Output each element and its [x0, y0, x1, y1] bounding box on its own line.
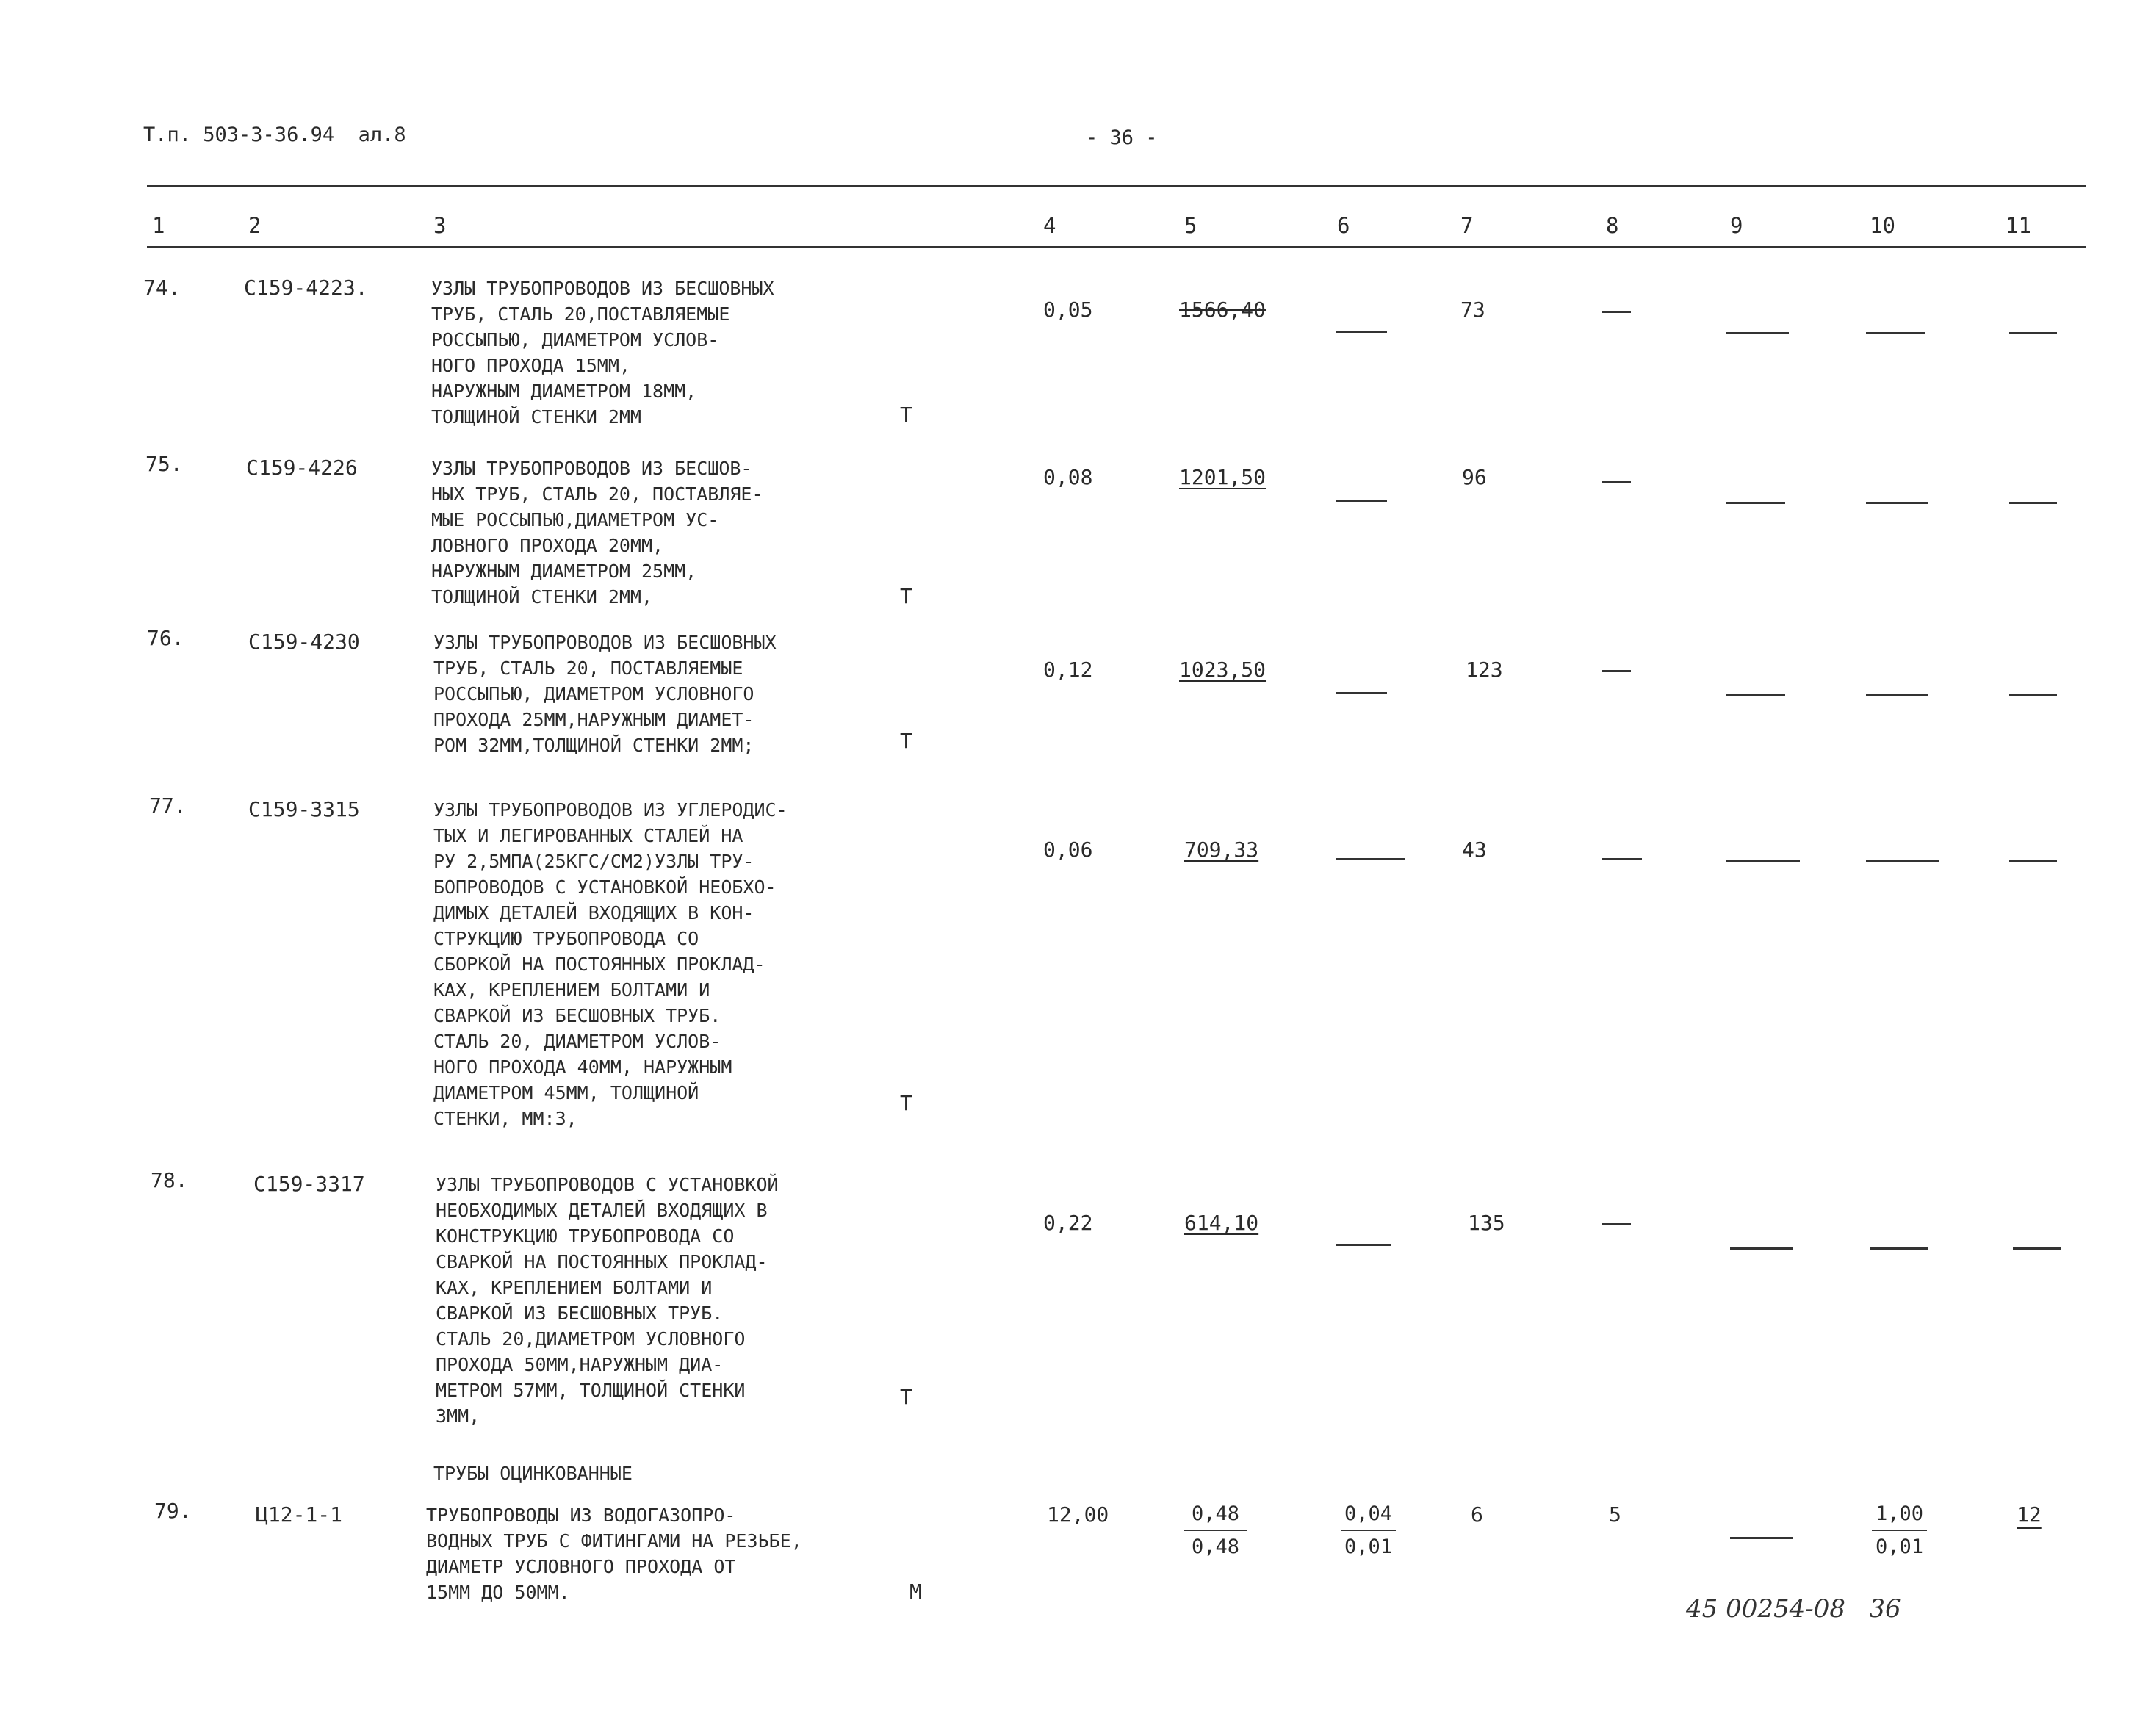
row-number: 78. [151, 1168, 188, 1192]
dash-mark [1730, 1247, 1793, 1250]
row-col4: 0,22 [1043, 1211, 1093, 1235]
dash-mark [1336, 1244, 1391, 1246]
row-description: УЗЛЫ ТРУБОПРОВОДОВ ИЗ БЕСШОВ- НЫХ ТРУБ, СТАЛЬ 20, ПОСТАВЛЯЕ- МЫЕ РОССЫПЬЮ,ДИАМЕТРОМ УС- ЛОВНОГО ПРОХОДА 20ММ, НАРУЖНЫМ ДИАМЕТРОМ 25ММ, ТОЛЩИНОЙ СТЕНКИ 2ММ, [431, 458, 763, 608]
dash-mark [1602, 1223, 1631, 1225]
row-col7: 6 [1471, 1502, 1483, 1527]
dash-mark [1870, 1247, 1928, 1250]
handwritten-archive-number: 45 00254-08 36 [1686, 1594, 1901, 1624]
fraction-col5 [1184, 1502, 1247, 1558]
row-code: С159-4230 [248, 630, 360, 654]
row-col7: 135 [1468, 1211, 1505, 1235]
row-col4: 0,06 [1043, 838, 1093, 862]
row-col7: 123 [1466, 658, 1503, 682]
dash-mark [1602, 311, 1631, 313]
dash-mark [1726, 694, 1785, 696]
row-col4: 0,12 [1043, 658, 1093, 682]
row-code: С159-4223. [244, 275, 368, 300]
table-header-rule [147, 246, 2086, 248]
table-top-rule [147, 185, 2086, 187]
col-header-3: 3 [433, 213, 447, 238]
row-unit: Т [900, 403, 912, 427]
row-number: 74. [143, 275, 181, 300]
dash-mark [2013, 1247, 2061, 1250]
row-col5: 1023,50 [1179, 658, 1267, 682]
document-reference [143, 123, 406, 146]
fraction-top: 0,04 [1344, 1502, 1393, 1525]
row-code: С159-3317 [253, 1172, 365, 1196]
row-description: УЗЛЫ ТРУБОПРОВОДОВ ИЗ БЕСШОВНЫХ ТРУБ, СТАЛЬ 20, ПОСТАВЛЯЕМЫЕ РОССЫПЬЮ, ДИАМЕТРОМ УСЛОВНОГО ПРОХОДА 25ММ,НАРУЖНЫМ ДИАМЕТ- РОМ 32ММ,ТОЛЩИНОЙ СТЕНКИ 2ММ; [433, 632, 777, 756]
col-header-1: 1 [152, 213, 165, 238]
dash-mark [2009, 694, 2057, 696]
dash-mark [2009, 860, 2057, 862]
row-col4: 0,08 [1043, 465, 1093, 489]
row-unit: М [909, 1580, 922, 1604]
dash-mark [1602, 481, 1631, 483]
row-description: ТРУБОПРОВОДЫ ИЗ ВОДОГАЗОПРО- ВОДНЫХ ТРУБ С ФИТИНГАМИ НА РЕЗЬБЕ, ДИАМЕТР УСЛОВНОГО ПРОХОДА ОТ 15ММ ДО 50ММ. [426, 1505, 802, 1603]
col-header-8: 8 [1606, 213, 1619, 238]
row-unit: Т [900, 584, 912, 608]
fraction-top: 0,48 [1191, 1502, 1240, 1525]
fraction-bar [1872, 1530, 1927, 1531]
col-header-6: 6 [1337, 213, 1350, 238]
page-number: - 36 - [1086, 126, 1158, 149]
dash-mark [1602, 670, 1631, 672]
row-number: 76. [147, 626, 184, 650]
col-header-7: 7 [1460, 213, 1474, 238]
row-col4: 0,05 [1043, 298, 1093, 322]
row-number: 75. [145, 452, 183, 476]
row-col7: 96 [1462, 465, 1487, 489]
dash-mark [1336, 858, 1405, 860]
col-header-5: 5 [1184, 213, 1197, 238]
fraction-bottom: 0,01 [1344, 1535, 1393, 1558]
dash-mark [2009, 332, 2057, 334]
row-unit: Т [900, 1091, 912, 1115]
row-col7: 73 [1460, 298, 1485, 322]
fraction-bar [1341, 1530, 1396, 1531]
fraction-bar [1184, 1530, 1247, 1531]
row-col11: 12 [2017, 1502, 2042, 1527]
row-col5: 709,33 [1184, 838, 1259, 862]
dash-mark [1866, 694, 1928, 696]
fraction-top: 1,00 [1875, 1502, 1924, 1525]
dash-mark [1602, 858, 1642, 860]
dash-mark [1866, 332, 1925, 334]
col-header-9: 9 [1730, 213, 1743, 238]
row-col5: 1201,50 [1179, 465, 1267, 489]
row-description: УЗЛЫ ТРУБОПРОВОДОВ ИЗ БЕСШОВНЫХ ТРУБ, СТАЛЬ 20,ПОСТАВЛЯЕМЫЕ РОССЫПЬЮ, ДИАМЕТРОМ УСЛОВ- НОГО ПРОХОДА 15ММ, НАРУЖНЫМ ДИАМЕТРОМ 18ММ, ТОЛЩИНОЙ СТЕНКИ 2ММ [431, 278, 774, 428]
row-code: Ц12-1-1 [256, 1502, 343, 1527]
col-header-4: 4 [1043, 213, 1056, 238]
fraction-bottom: 0,48 [1191, 1535, 1240, 1558]
row-description: УЗЛЫ ТРУБОПРОВОДОВ ИЗ УГЛЕРОДИС- ТЫХ И ЛЕГИРОВАННЫХ СТАЛЕЙ НА РУ 2,5МПА(25КГС/СМ2)УЗЛЫ ТРУ- БОПРОВОДОВ С УСТАНОВКОЙ НЕОБХО- ДИМЫХ ДЕТАЛЕЙ ВХОДЯЩИХ В КОН- СТРУКЦИЮ ТРУБОПРОВОДА СО СБОРКОЙ НА ПОСТОЯННЫХ ПРОКЛАД- КАХ, КРЕПЛЕНИЕМ БОЛТАМИ И СВАРКОЙ ИЗ БЕСШОВНЫХ ТРУБ. СТАЛЬ 20, ДИАМЕТРОМ УСЛОВ- НОГО ПРОХОДА 40ММ, НАРУЖНЫМ ДИАМЕТРОМ 45ММ, ТОЛЩИНОЙ СТЕНКИ, ММ:3, [433, 799, 788, 1129]
doc-ref-text: Т.п. 503-3-36.94 [143, 123, 335, 146]
dash-mark [1730, 1537, 1793, 1539]
row-unit: Т [900, 1385, 912, 1409]
row-col4: 12,00 [1047, 1502, 1109, 1527]
row-col7: 43 [1462, 838, 1487, 862]
col-header-11: 11 [2006, 213, 2031, 238]
album-text: ал.8 [358, 123, 406, 146]
col-header-2: 2 [248, 213, 262, 238]
dash-mark [1336, 500, 1387, 502]
dash-mark [1866, 860, 1939, 862]
row-col5: 614,10 [1184, 1211, 1259, 1235]
dash-mark [2009, 502, 2057, 504]
dash-mark [1336, 692, 1387, 694]
fraction-bottom: 0,01 [1875, 1535, 1924, 1558]
row-col5: 1566,40 [1179, 298, 1267, 322]
dash-mark [1336, 331, 1387, 333]
dash-mark [1866, 502, 1928, 504]
dash-mark [1726, 502, 1785, 504]
fraction-col6 [1341, 1502, 1396, 1558]
dash-mark [1726, 332, 1789, 334]
row-description: УЗЛЫ ТРУБОПРОВОДОВ С УСТАНОВКОЙ НЕОБХОДИМЫХ ДЕТАЛЕЙ ВХОДЯЩИХ В КОНСТРУКЦИЮ ТРУБОПРОВОДА СО СВАРКОЙ НА ПОСТОЯННЫХ ПРОКЛАД- КАХ, КРЕПЛЕНИЕМ БОЛТАМИ И СВАРКОЙ ИЗ БЕСШОВНЫХ ТРУБ. СТАЛЬ 20,ДИАМЕТРОМ УСЛОВНОГО ПРОХОДА 50ММ,НАРУЖНЫМ ДИА- МЕТРОМ 57ММ, ТОЛЩИНОЙ СТЕНКИ 3ММ, [436, 1174, 779, 1427]
row-code: С159-4226 [246, 455, 358, 480]
row-unit: Т [900, 729, 912, 753]
row-col8: 5 [1609, 1502, 1621, 1527]
row-number: 77. [149, 793, 187, 818]
col-header-10: 10 [1870, 213, 1895, 238]
fraction-col10 [1872, 1502, 1927, 1558]
row-code: С159-3315 [248, 797, 360, 821]
dash-mark [1726, 860, 1800, 862]
section-title: ТРУБЫ ОЦИНКОВАННЫЕ [433, 1463, 633, 1484]
row-number: 79. [154, 1499, 192, 1523]
